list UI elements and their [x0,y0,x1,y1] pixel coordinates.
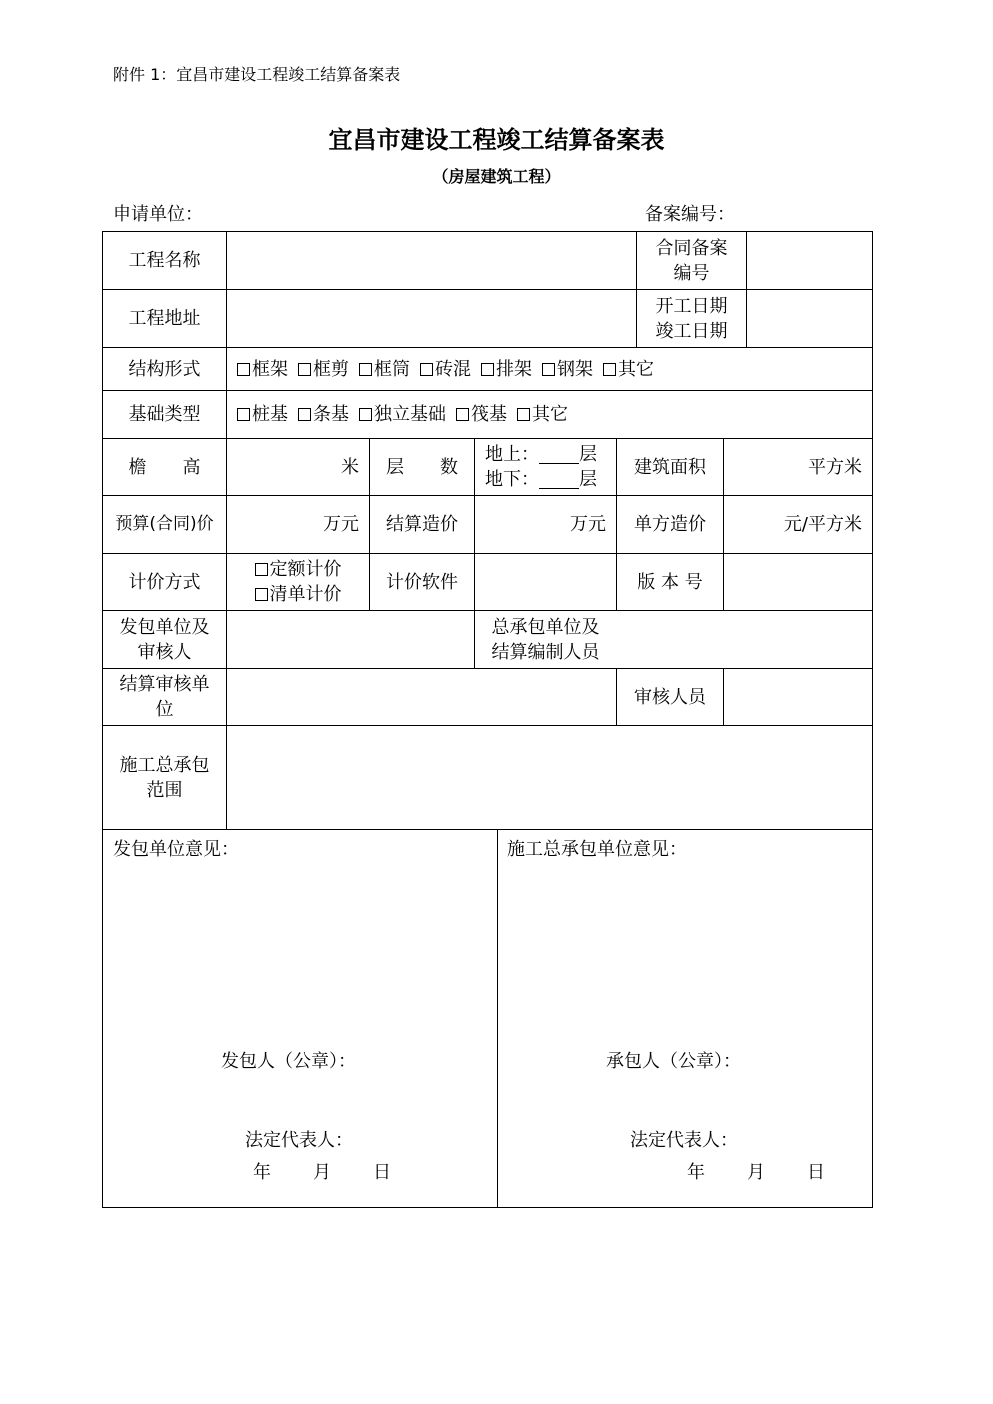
record-number-label: 备案编号： [645,204,735,225]
project-address-label: 工程地址 [128,308,201,329]
completion-date-label: 竣工日期 [655,320,728,342]
audit-unit-label: 结算审核单位 [119,674,210,720]
unit-cost-label: 单方造价 [634,514,706,535]
contract-scope-label: 施工总承包范围 [119,754,210,801]
day-label: 日 [807,1162,825,1183]
contractor-legal-rep-label: 法定代表人： [630,1130,738,1151]
settlement-cost-label: 结算造价 [386,514,458,535]
structure-type-label: 结构形式 [128,358,201,380]
checkbox[interactable] [298,363,311,376]
checkbox[interactable] [420,363,433,376]
foundation-option[interactable]: 桩基 [237,402,288,427]
record-form-table [102,231,873,1208]
contractor-date [687,1158,867,1184]
row-divider [103,829,872,830]
budget-price-label: 预算(合同)价 [115,514,214,534]
pricing-software-label: 计价软件 [386,571,458,593]
employer-date [253,1158,433,1184]
audit-unit-field[interactable] [227,669,616,725]
checkbox[interactable] [542,363,555,376]
foundation-option[interactable]: 条基 [298,402,349,427]
contract-record-no-field[interactable] [747,232,872,289]
pricing-option-quota[interactable]: 定额计价 [255,557,342,582]
auditor-label: 审核人员 [634,686,706,708]
budget-price-unit: 万元 [323,514,359,535]
checkbox[interactable] [359,363,372,376]
eave-height-label: 檐 高 [128,456,201,478]
dates-field[interactable] [747,290,872,347]
year-label: 年 [687,1162,705,1183]
applicant-unit-label: 申请单位： [113,204,203,225]
foundation-type-label: 基础类型 [128,404,201,425]
form-title: 宜昌市建设工程竣工结算备案表 [328,125,665,154]
checkbox[interactable] [237,408,250,421]
structure-option[interactable]: 砖混 [420,357,471,382]
year-label: 年 [253,1162,271,1183]
month-label: 月 [747,1162,765,1183]
checkbox[interactable] [255,588,268,601]
foundation-option[interactable]: 筏基 [456,402,507,427]
contract-scope-field[interactable] [227,726,872,829]
pricing-method-label: 计价方式 [128,571,201,593]
checkbox[interactable] [359,408,372,421]
version-no-field[interactable] [724,554,872,610]
building-area-label: 建筑面积 [634,456,706,478]
structure-option[interactable]: 框架 [237,357,288,382]
structure-option[interactable]: 钢架 [542,357,593,382]
structure-option[interactable]: 排架 [481,357,532,382]
checkbox[interactable] [237,363,250,376]
settlement-cost-unit: 万元 [570,514,606,535]
auditor-field[interactable] [724,669,872,725]
project-name-label: 工程名称 [128,250,201,271]
attachment-label: 附件 1：宜昌市建设工程竣工结算备案表 [113,65,401,84]
structure-option[interactable]: 框筒 [359,357,410,382]
checkbox[interactable] [517,408,530,421]
project-name-field[interactable] [227,232,636,289]
form-subtitle: （房屋建筑工程） [432,167,561,186]
structure-option[interactable]: 其它 [603,357,654,382]
pricing-software-field[interactable] [475,554,616,610]
structure-option[interactable]: 框剪 [298,357,349,382]
employer-legal-rep-label: 法定代表人： [245,1130,353,1151]
contract-record-no-label: 合同备案编号 [655,237,728,284]
checkbox[interactable] [456,408,469,421]
employer-seal-label: 发包人（公章）： [221,1051,356,1072]
pricing-option-list[interactable]: 清单计价 [255,582,342,607]
building-area-unit: 平方米 [808,456,862,478]
above-ground-field[interactable]: 地上： 层 [485,444,597,465]
start-date-label: 开工日期 [655,295,728,317]
floors-label: 层 数 [386,456,458,478]
unit-cost-unit: 元/平方米 [783,514,862,535]
checkbox[interactable] [255,563,268,576]
employer-reviewer-field[interactable] [227,611,474,668]
structure-options-group [227,348,872,390]
foundation-options-group [227,391,872,438]
month-label: 月 [313,1162,331,1183]
col-divider [497,829,498,1207]
general-contractor-field[interactable] [617,611,872,668]
checkbox[interactable] [481,363,494,376]
employer-opinion-label: 发包单位意见： [113,839,239,860]
foundation-option[interactable]: 独立基础 [359,402,446,427]
version-no-label: 版 本 号 [637,571,703,593]
day-label: 日 [373,1162,391,1183]
checkbox[interactable] [603,363,616,376]
checkbox[interactable] [298,408,311,421]
eave-height-unit: 米 [341,456,359,478]
general-contractor-label: 总承包单位及结算编制人员 [491,616,600,663]
contractor-seal-label: 承包人（公章）： [606,1051,741,1072]
foundation-option[interactable]: 其它 [517,402,568,427]
employer-reviewer-label: 发包单位及审核人 [119,616,210,663]
contractor-opinion-label: 施工总承包单位意见： [507,839,687,860]
below-ground-field[interactable]: 地下： 层 [485,469,597,490]
project-address-field[interactable] [227,290,636,347]
